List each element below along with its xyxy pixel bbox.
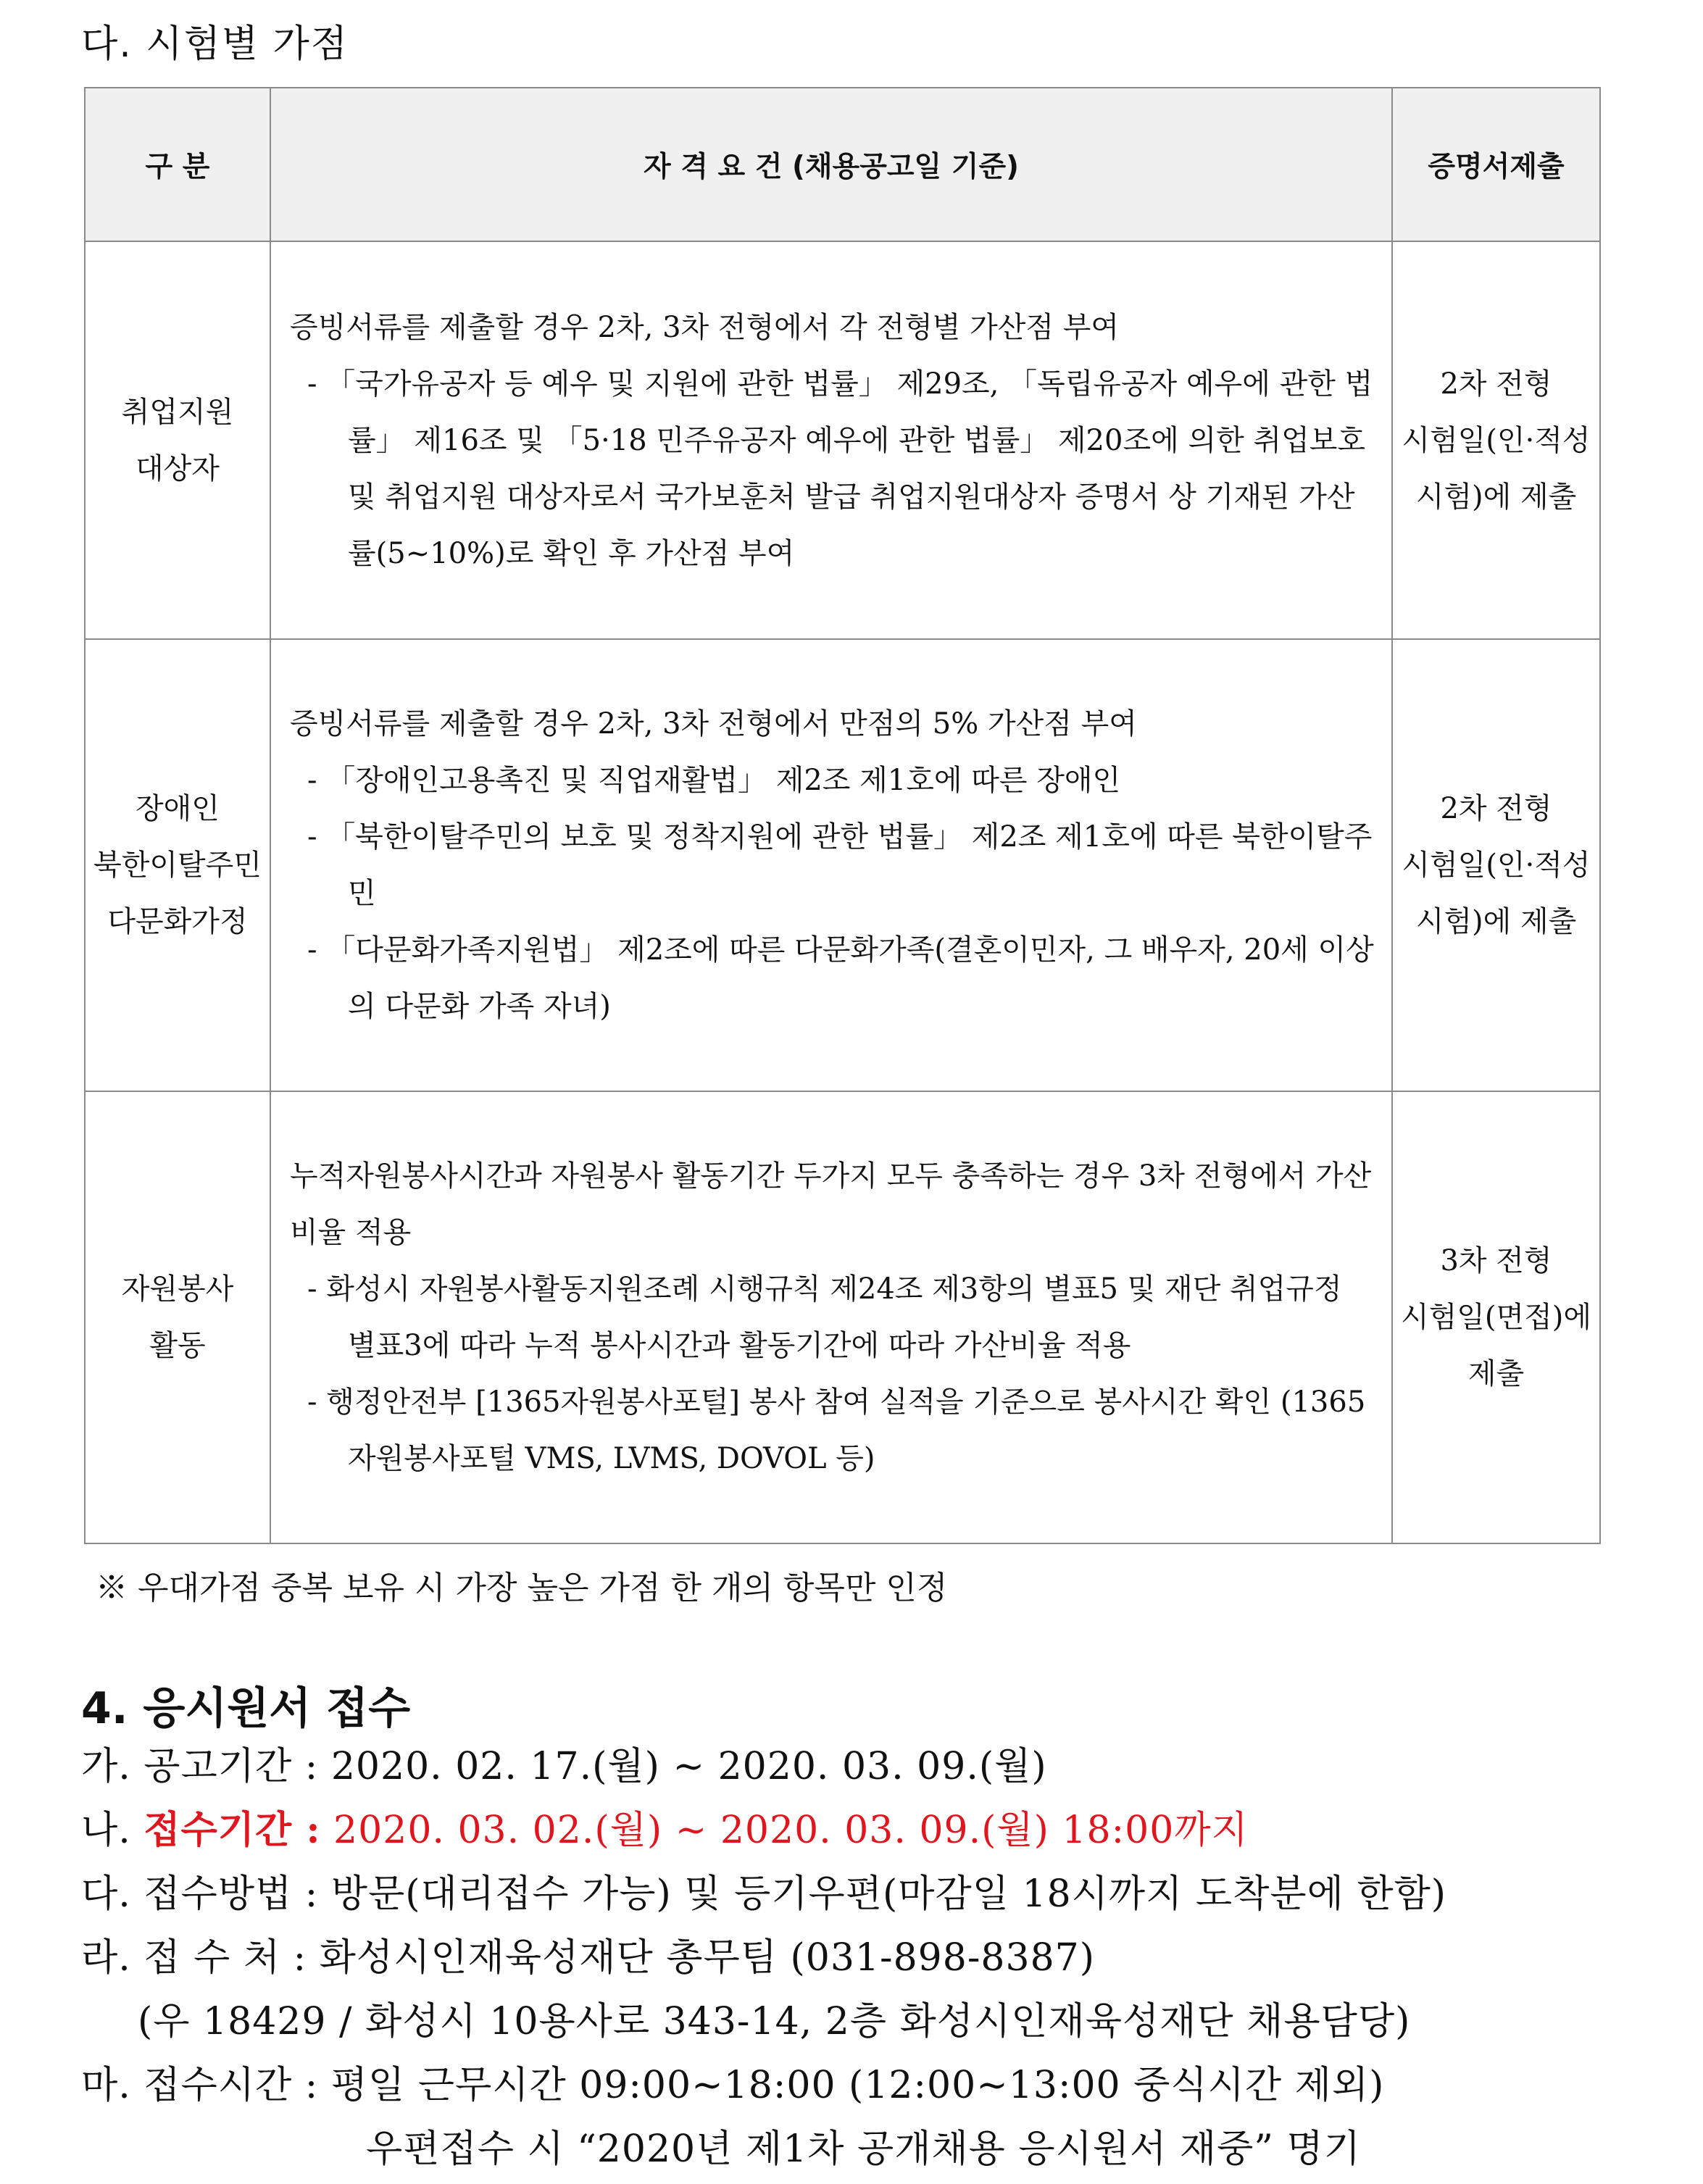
category-line: 활동 <box>149 1329 206 1362</box>
receipt-hours: 마. 접수시간 : 평일 근무시간 09:00~18:00 (12:00~13:00 중식시간 제외) <box>81 2064 1385 2107</box>
header-requirements: 자 격 요 건 (채용공고일 기준) <box>270 88 1392 241</box>
proof-line: 시험)에 제출 <box>1415 480 1577 514</box>
receipt-label: 접수기간 : <box>143 1808 321 1852</box>
category-line: 다문화가정 <box>107 905 248 938</box>
proof-line: 시험일(면접)에 <box>1400 1301 1592 1334</box>
row-proof <box>1392 241 1600 639</box>
row-requirements <box>270 639 1392 1091</box>
receipt-value: 2020. 03. 02.(월) ~ 2020. 03. 09.(월) 18:00까지 <box>320 1809 1249 1852</box>
mail-note: 우편접수 시 “2020년 제1차 공개채용 응시원서 재중” 명기 <box>366 2127 1361 2171</box>
requirement-item: - 「장애인고용촉진 및 직업재활법」 제2조 제1호에 따른 장애인 <box>307 764 1121 797</box>
row-category <box>85 1091 270 1543</box>
announce-period <box>81 1735 1047 1790</box>
receipt-prefix: 나. <box>81 1809 144 1852</box>
proof-line: 2차 전형 <box>1440 367 1552 401</box>
table-header-row <box>85 88 1600 241</box>
receipt-method: 다. 접수방법 : 방문(대리접수 가능) 및 등기우편(마감일 18시까지 도착분에 한함) <box>81 1872 1447 1916</box>
section-heading: 다. 시험별 가점 <box>81 22 349 66</box>
category-line: 장애인 <box>136 792 220 825</box>
bonus-note: ※ 우대가점 중복 보유 시 가장 높은 가점 한 개의 항목만 인정 <box>96 1570 948 1606</box>
header-proof: 증명서제출 <box>1392 88 1600 241</box>
receipt-place: 라. 접 수 처 : 화성시인재육성재단 총무팀 (031-898-8387) <box>81 1936 1096 1980</box>
table-row <box>85 1091 1600 1543</box>
proof-line: 시험일(인·적성 <box>1402 849 1591 882</box>
proof-line: 3차 전형 <box>1440 1244 1552 1278</box>
announce-value: 2020. 02. 17.(월) ~ 2020. 03. 09.(월) <box>330 1745 1047 1788</box>
proof-line: 제출 <box>1467 1357 1525 1391</box>
table-row <box>85 241 1600 639</box>
row-requirements <box>270 1091 1392 1543</box>
category-line: 자원봉사 <box>121 1272 234 1306</box>
row-proof <box>1392 639 1600 1091</box>
row-proof <box>1392 1091 1600 1543</box>
category-line: 대상자 <box>136 451 220 485</box>
requirement-item: - 「국가유공자 등 예우 및 지원에 관한 법률」 제29조, 「독립유공자 예우에 관한 법률」 제16조 및 「5·18 민주유공자 예우에 관한 법률」 제20조에 의한 취업보호 및 취업지원 대상자로서 국가보훈처 발급 취업지원대상자 증명서 상 기재된 가산률(5~10%)로 확인 후 가산점 부여 <box>307 367 1373 570</box>
requirement-intro: 증빙서류를 제출할 경우 2차, 3차 전형에서 각 전형별 가산점 부여 <box>290 310 1120 344</box>
proof-line: 시험)에 제출 <box>1415 905 1577 938</box>
proof-line: 2차 전형 <box>1440 792 1552 825</box>
announce-prefix: 가. 공고기간 : <box>81 1745 331 1788</box>
requirement-item: - 「다문화가족지원법」 제2조에 따른 다문화가족(결혼이민자, 그 배우자, 20세 이상의 다문화 가족 자녀) <box>307 933 1374 1023</box>
row-category <box>85 639 270 1091</box>
header-category: 구 분 <box>85 88 270 241</box>
receipt-period <box>81 1799 1249 1854</box>
category-line: 북한이탈주민 <box>93 849 262 882</box>
receipt-address: (우 18429 / 화성시 10용사로 343-14, 2층 화성시인재육성재단 채용담당) <box>138 2000 1411 2043</box>
table-row <box>85 639 1600 1091</box>
requirement-item: - 화성시 자원봉사활동지원조례 시행규칙 제24조 제3항의 별표5 및 재단 취업규정 별표3에 따라 누적 봉사시간과 활동기간에 따라 가산비율 적용 <box>307 1272 1342 1362</box>
requirement-item: - 「북한이탈주민의 보호 및 정착지원에 관한 법률」 제2조 제1호에 따른 북한이탈주민 <box>307 820 1373 910</box>
category-line: 취업지원 <box>121 395 234 429</box>
row-requirements <box>270 241 1392 639</box>
requirement-intro: 누적자원봉사시간과 자원봉사 활동기간 두가지 모두 충족하는 경우 3차 전형에서 가산비율 적용 <box>290 1159 1372 1249</box>
section-4-title: 4. 응시원서 접수 <box>81 1683 411 1734</box>
row-category <box>85 241 270 639</box>
bonus-points-table <box>84 87 1601 1544</box>
proof-line: 시험일(인·적성 <box>1402 423 1591 457</box>
requirement-intro: 증빙서류를 제출할 경우 2차, 3차 전형에서 만점의 5% 가산점 부여 <box>290 707 1137 741</box>
requirement-item: - 행정안전부 [1365자원봉사포털] 봉사 참여 실적을 기준으로 봉사시간 확인 (1365자원봉사포털 VMS, LVMS, DOVOL 등) <box>307 1385 1366 1475</box>
